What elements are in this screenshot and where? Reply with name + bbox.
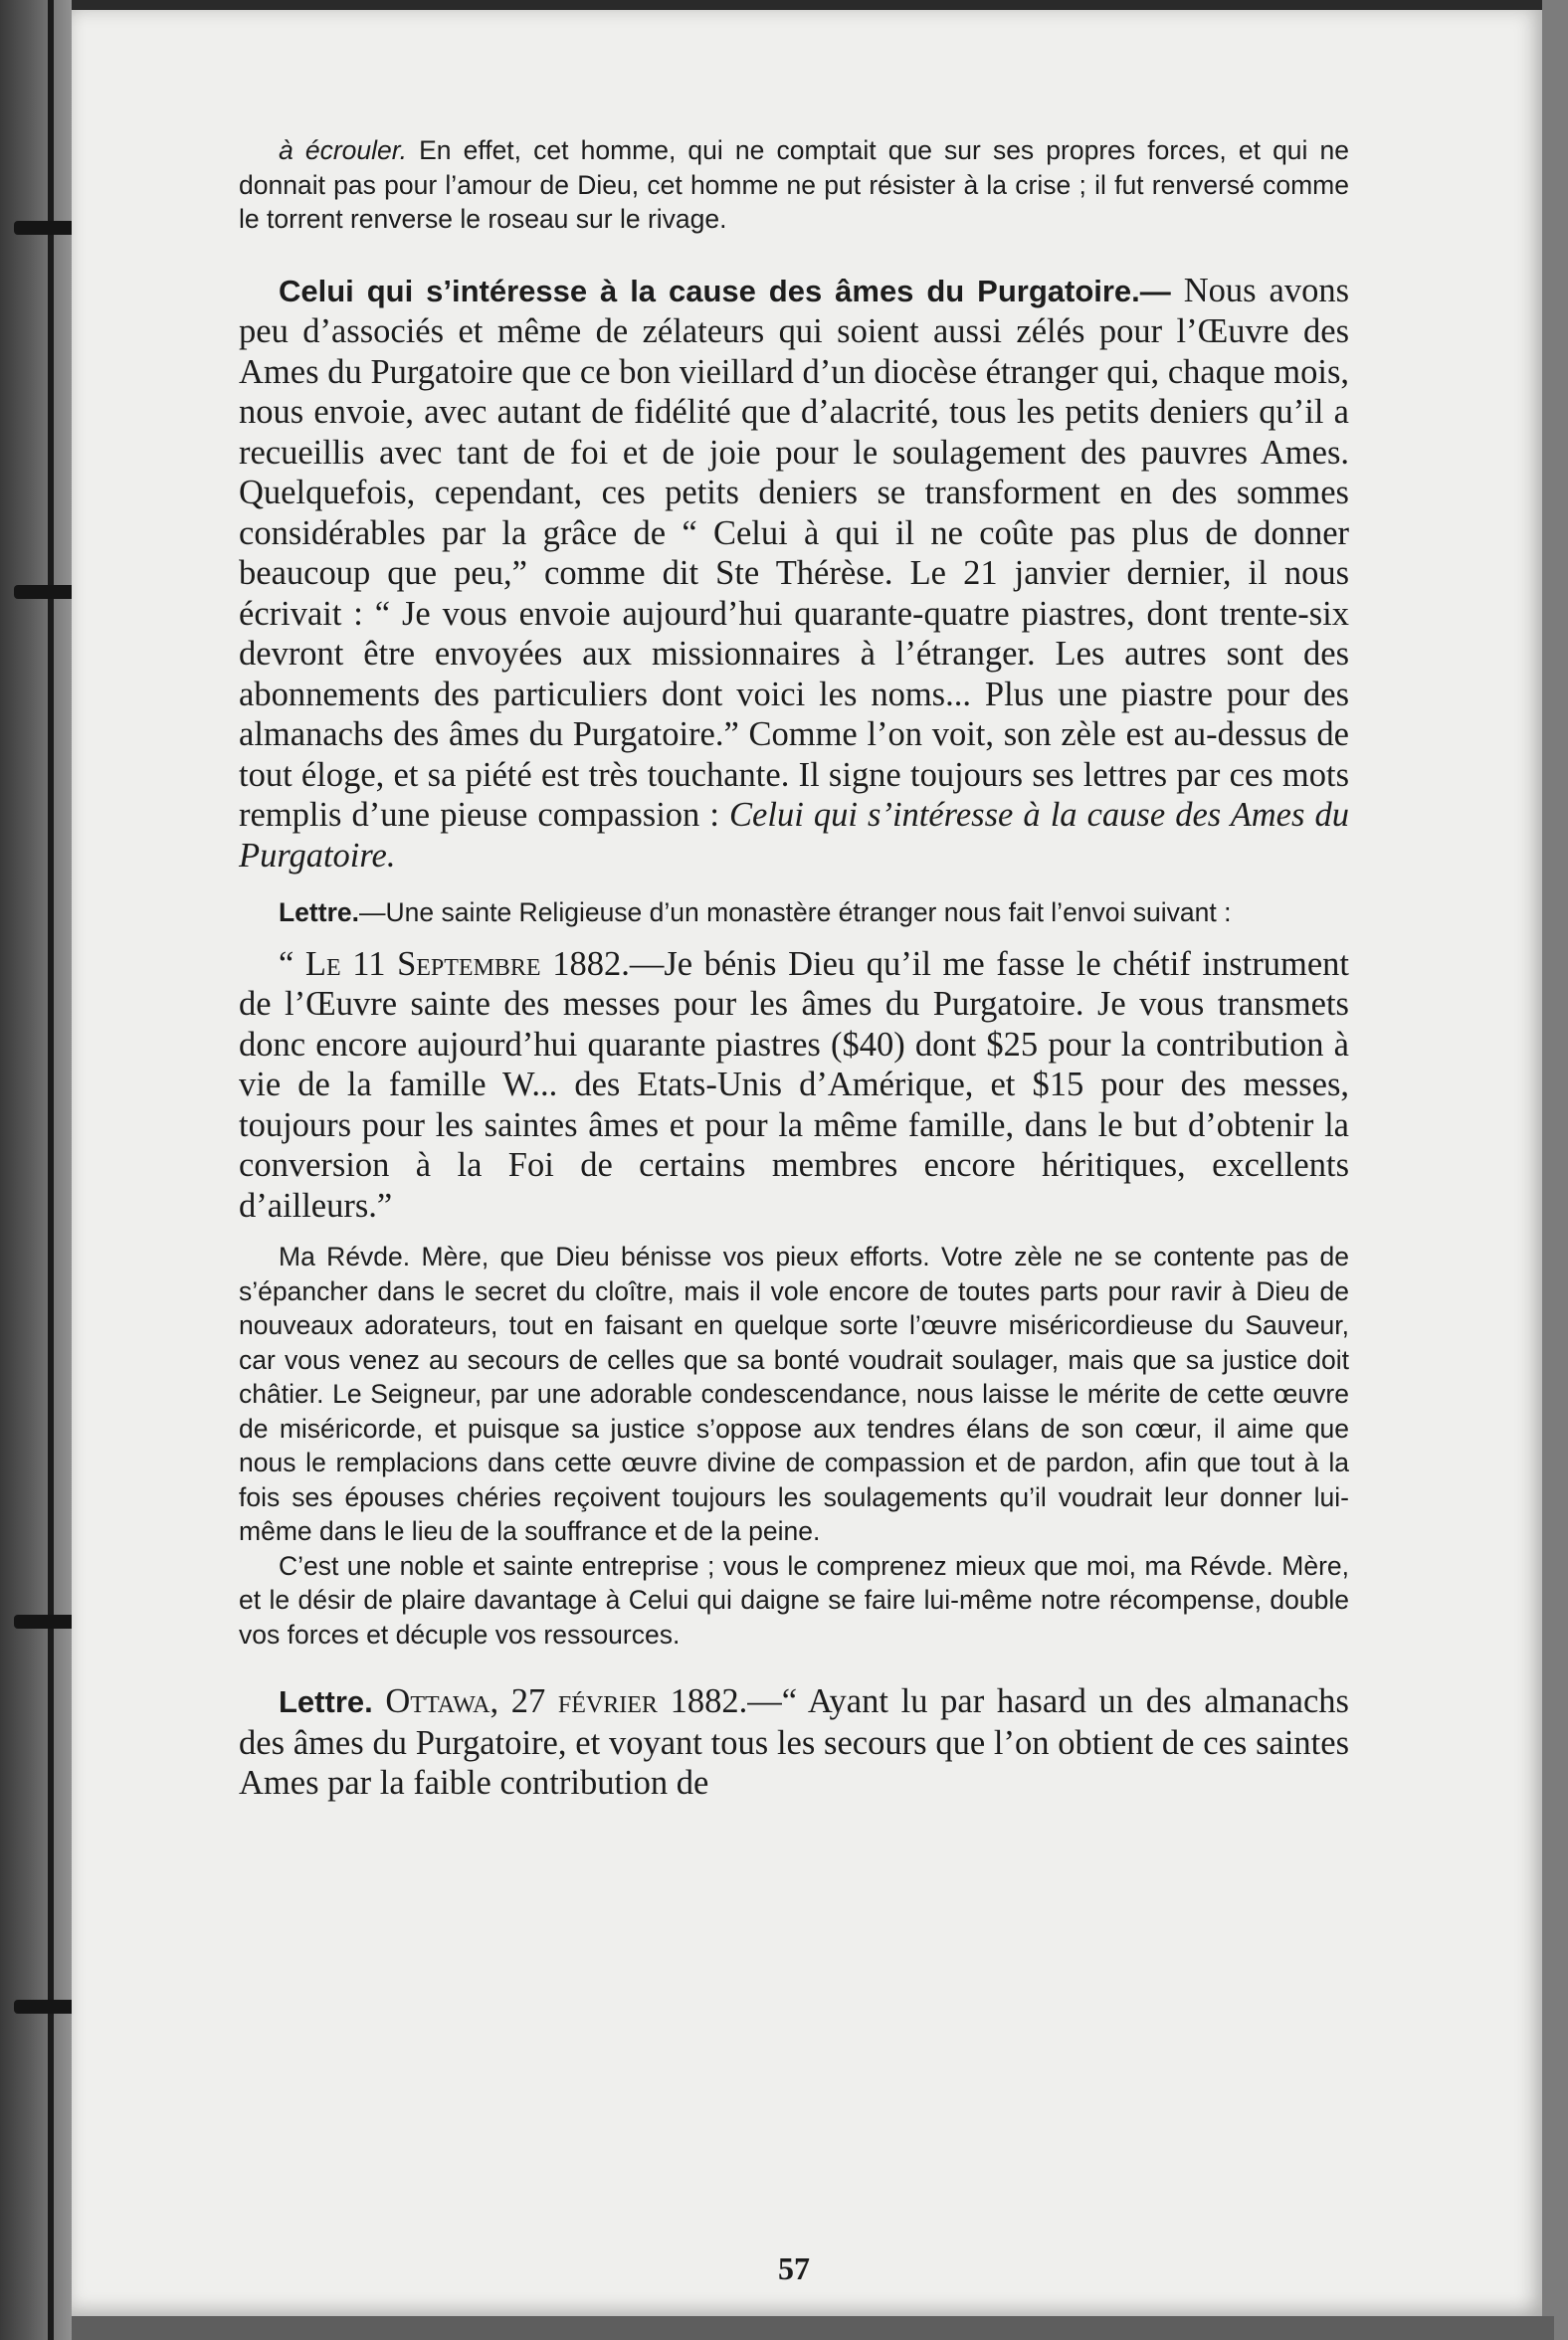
paragraph-3-text: —Une sainte Religieuse d’un monastère étranger nous fait l’envoi suivant : <box>359 897 1232 927</box>
letter-date-1: Le 11 Septembre 1882. <box>304 944 630 983</box>
paragraph-5: Ma Révde. Mère, que Dieu bénisse vos pieux efforts. Votre zèle ne se contente pas de s’épancher dans le secret du cloître, mais il vole encore de toutes parts pour ravir à Dieu de nouveaux adorateurs, tout en faisant en quelque sorte l’œuvre miséricordieuse du Sauveur, car vous venez au secours de celles que sa bonté voudrait soulager, mais que sa justice doit châtier. Le Seigneur, par une adorable condescendance, nous laisse le mérite de cette œuvre de miséricorde, et puisque sa justice s’oppose aux tendres élans de son cœur, il aime que nous le remplacions dans cette œuvre divine de compassion et de pardon, afin que tout à la fois ses épouses chéries reçoivent toujours les soulagements qu’il voudrait leur donner lui-même dans le lieu de la souffrance et de la peine. <box>239 1242 1349 1546</box>
scan-edge-right <box>1542 0 1568 2340</box>
paragraph-1-text: En effet, cet homme, qui ne comptait que sur ses propres forces, et qui ne donnait pas pour l’amour de Dieu, cet homme ne put résister à la crise ; il fut renversé comme le torrent renverse le roseau sur le rivage. <box>239 135 1350 234</box>
paragraph-1-lead: à écrouler. <box>279 135 407 165</box>
quote-open: “ <box>279 944 305 983</box>
paragraph-2 <box>239 271 1349 877</box>
paragraph-6: C’est une noble et sainte entreprise ; vous le comprenez mieux que moi, ma Révde. Mère, et le désir de plaire davantage à Celui qui daigne se faire lui-même notre récompense, double vos forces et décuple vos ressources. <box>239 1550 1349 1650</box>
paragraph-4-text: —Je bénis Dieu qu’il me fasse le chétif instrument de l’Œuvre sainte des messes pour les âmes du Purgatoire. Je vous transmets donc encore aujourd’hui quarante piastres ($40) dont $25 pour la contribution à vie de la famille W... des Etats-Unis d’Amérique, et $15 pour des messes, toujours pour les saintes âmes et pour la même famille, dans le but d’obtenir la conversion à la Foi de certains membres encore héritiques, excellents d’ailleurs.” <box>239 944 1349 1225</box>
paragraph-1 <box>239 133 1349 237</box>
scan-shadow-left <box>0 0 78 2340</box>
page-content <box>239 133 1350 2286</box>
heading-lettre-2: Lettre. <box>279 1684 373 1719</box>
page-number: 57 <box>778 2250 810 2286</box>
paragraph-2-text: Nous avons peu d’associés et même de zélateurs qui soient aussi zélés pour l’Œuvre des Ames du Purgatoire que ce bon vieillard d’un diocèse étranger qui, chaque mois, nous envoie, avec autant de fidélité que d’alacrité, tous les petits deniers qu’il a recueillis avec tant de foi et de joie pour le soulagement des pauvres Ames. Quelquefois, cependant, ces petits deniers se transforment en des sommes considérables par la grâce de “ Celui à qui il ne coûte pas plus de donner beaucoup que peu,” comme dit Ste Thérèse. Le 21 janvier dernier, il nous écrivait : “ Je vous envoie aujourd’hui quarante-quatre piastres, dont trente-six devront être envoyées aux missionnaires à l’étranger. Les autres sont des abonnements des particuliers dont voici les noms... Plus une piastre pour des almanachs des âmes du Purgatoire.” Comme l’on voit, son zèle est au-dessus de tout éloge, et sa piété est très touchante. Il signe toujours ses lettres par ces mots remplis d’une pieuse compassion : <box>239 271 1349 834</box>
scan-edge-top <box>72 0 1542 10</box>
binding-line <box>48 0 54 2340</box>
heading-lettre-1: Lettre. <box>279 897 359 927</box>
section-heading-celui: Celui qui s’intéresse à la cause des âmes du Purgatoire.— <box>279 273 1171 308</box>
letter-date-2: Ottawa, 27 février 1882. <box>372 1682 748 1720</box>
paragraph-4 <box>239 944 1349 1227</box>
paragraph-7-text: —“ Ayant lu par hasard un des almanachs des âmes du Purgatoire, et voyant tous les secours que l’on obtient de ces saintes Ames par la faible contribution de <box>239 1682 1349 1802</box>
paragraph-7 <box>239 1681 1349 1804</box>
paragraph-3 <box>239 895 1349 930</box>
scan-edge-bottom <box>72 2316 1554 2340</box>
paragraph-2-italic: Celui qui s’intéresse à la cause des Ames du Purgatoire. <box>239 796 1349 875</box>
